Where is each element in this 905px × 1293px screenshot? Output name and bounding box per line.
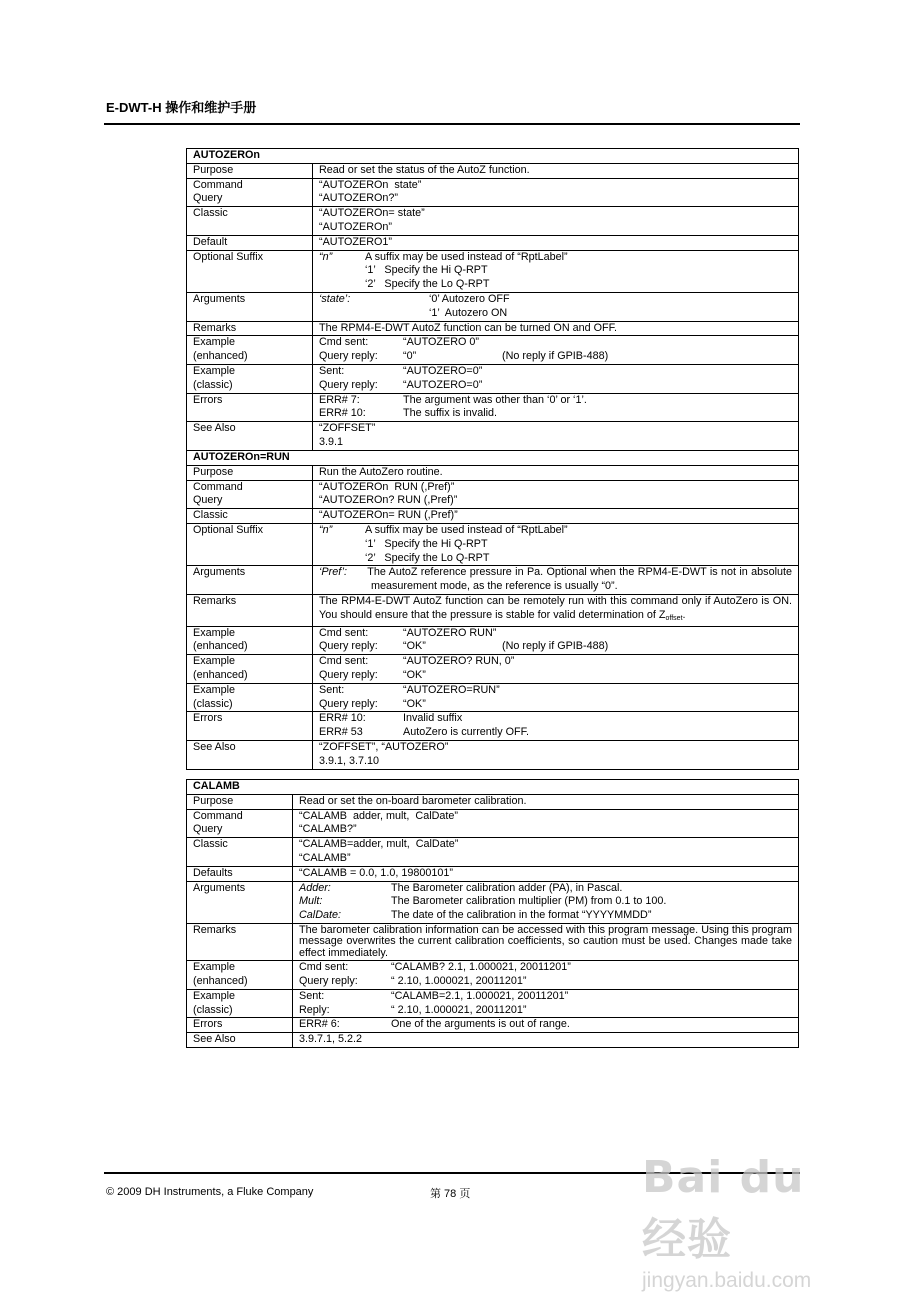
table-row (187, 250, 799, 292)
argument-desc: The date of the calibration in the format “YYYYMMDD” (391, 909, 652, 922)
row-value: “CALAMB = 0.0, 1.0, 19800101” (293, 866, 799, 881)
example-note: (No reply if GPIB-488) (502, 350, 609, 363)
table-row (187, 364, 799, 393)
row-value: “AUTOZERO1” (313, 235, 799, 250)
table-row (187, 881, 799, 923)
classic-syntax: “AUTOZEROn= state” (319, 207, 425, 220)
error-code: ERR# 10: (319, 407, 366, 420)
row-label: Remarks (187, 594, 313, 626)
example-key: Query reply: (319, 350, 378, 363)
table-row (187, 740, 799, 769)
error-code: ERR# 7: (319, 393, 360, 406)
table-row (187, 336, 799, 365)
query-syntax: “AUTOZEROn? RUN (,Pref)” (319, 494, 458, 507)
example-value: “OK” (403, 640, 426, 653)
error-code: ERR# 6: (299, 1018, 340, 1031)
argument-key: Mult: (299, 895, 323, 908)
suffix-option: ‘2’ Specify the Lo Q-RPT (365, 551, 490, 564)
row-label: Example (enhanced) (187, 336, 313, 365)
query-syntax: “CALAMB?” (299, 823, 357, 836)
example-value: “AUTOZERO RUN” (403, 626, 497, 639)
row-value: The barometer calibration information can be accessed with this program message. Using this program message overwrites the current calibration coefficients, so caution must be used. Changes made take effect immediately. (293, 923, 799, 960)
remarks-text: The RPM4-E-DWT AutoZ function can be remotely run with this command only if AutoZero is ON. You should ensure that the pressure is stable for valid determination of Z (319, 594, 792, 621)
row-label: Example (classic) (187, 989, 293, 1018)
row-label: Arguments (187, 292, 313, 321)
error-code: ERR# 10: (319, 712, 366, 725)
row-label: Errors (187, 393, 313, 422)
row-label: See Also (187, 1033, 293, 1048)
row-label: Arguments (187, 881, 293, 923)
table-row (187, 626, 799, 655)
table-row (187, 838, 799, 867)
row-label: Example (enhanced) (187, 961, 293, 990)
calamb-table (186, 779, 799, 1048)
watermark-logo: Bai du 经验 (642, 1152, 805, 1265)
footer-copyright: © 2009 DH Instruments, a Fluke Company (106, 1186, 314, 1198)
autozero-table (186, 148, 799, 451)
row-label: See Also (187, 740, 313, 769)
table-row (187, 655, 799, 684)
table-row (187, 321, 799, 336)
table-row (187, 594, 799, 626)
row-label: Remarks (187, 923, 293, 960)
row-label: Example (enhanced) (187, 655, 313, 684)
table-title: CALAMB (187, 780, 799, 795)
example-value: “AUTOZERO=0” (403, 378, 483, 391)
classic-syntax: “CALAMB=adder, mult, CalDate” (299, 838, 459, 851)
watermark-url: jingyan.baidu.com (642, 1269, 812, 1292)
table-row (187, 809, 799, 838)
row-label: Errors (187, 1018, 293, 1033)
autozero-run-table (186, 450, 799, 770)
argument-key: Adder: (299, 881, 331, 894)
error-code: ERR# 53 (319, 726, 363, 739)
row-label: Remarks (187, 321, 313, 336)
table-title: AUTOZEROn (187, 149, 799, 164)
see-also-ref: “ZOFFSET”, “AUTOZERO” (319, 740, 449, 753)
row-value: Read or set the on-board barometer calibration. (293, 794, 799, 809)
example-value: “ 2.10, 1.000021, 20011201” (391, 974, 527, 987)
row-value: The RPM4-E-DWT AutoZ function can be turned ON and OFF. (313, 321, 799, 336)
error-desc: One of the arguments is out of range. (391, 1018, 570, 1031)
row-label: See Also (187, 422, 313, 451)
table-row (187, 683, 799, 712)
table-row (187, 712, 799, 741)
row-label: Errors (187, 712, 313, 741)
row-label: Command Query (187, 809, 293, 838)
example-value: “OK” (403, 697, 426, 710)
baidu-watermark (642, 1152, 852, 1292)
see-also-section: 3.9.7.1, 5.2.2 (293, 1033, 799, 1048)
table-row (187, 393, 799, 422)
table-row (187, 566, 799, 595)
example-key: Cmd sent: (299, 961, 349, 974)
argument-key: ‘Pref’: (319, 566, 347, 579)
row-label: Optional Suffix (187, 523, 313, 565)
row-label: Command Query (187, 480, 313, 509)
row-label: Example (classic) (187, 683, 313, 712)
example-key: Query reply: (319, 697, 378, 710)
row-label: Classic (187, 509, 313, 524)
table-row (187, 523, 799, 565)
error-desc: The suffix is invalid. (403, 407, 498, 420)
suffix-desc: A suffix may be used instead of “RptLabel” (365, 523, 568, 536)
table-row (187, 923, 799, 960)
row-label: Arguments (187, 566, 313, 595)
argument-desc: The Barometer calibration adder (PA), in Pascal. (391, 881, 623, 894)
table-row (187, 163, 799, 178)
argument-key: ‘state’: (319, 292, 351, 305)
argument-desc: The Barometer calibration multiplier (PM) from 0.1 to 100. (391, 895, 667, 908)
error-desc: AutoZero is currently OFF. (403, 726, 529, 739)
suffix-option: ‘1’ Specify the Hi Q-RPT (365, 537, 488, 550)
remarks-end: . (682, 608, 686, 621)
command-syntax: “AUTOZEROn state” (319, 178, 422, 191)
example-value: “AUTOZERO? RUN, 0” (403, 655, 515, 668)
example-key: Cmd sent: (319, 626, 369, 639)
example-key: Sent: (319, 683, 345, 696)
header-rule (104, 123, 800, 125)
error-desc: Invalid suffix (403, 712, 463, 725)
suffix-key: “n” (319, 523, 333, 536)
see-also-section: 3.9.1 (319, 435, 344, 448)
table-row (187, 235, 799, 250)
table-row (187, 480, 799, 509)
row-label: Purpose (187, 794, 293, 809)
table-row (187, 178, 799, 207)
classic-query: “AUTOZEROn” (319, 220, 392, 233)
table-row (187, 1033, 799, 1048)
row-label: Defaults (187, 866, 293, 881)
row-value: Read or set the status of the AutoZ function. (313, 163, 799, 178)
row-label: Default (187, 235, 313, 250)
example-value: “ 2.10, 1.000021, 20011201” (391, 1003, 527, 1016)
argument-option: ‘0’ Autozero OFF (429, 292, 510, 305)
table-row (187, 207, 799, 236)
example-value: “AUTOZERO=RUN” (403, 683, 500, 696)
row-value: Run the AutoZero routine. (313, 465, 799, 480)
header-title: E-DWT-H 操作和维护手册 (106, 100, 257, 115)
classic-query: “CALAMB” (299, 851, 351, 864)
example-value: “0” (403, 350, 417, 363)
table-title: AUTOZEROn=RUN (187, 451, 799, 466)
row-label: Purpose (187, 465, 313, 480)
example-key: Query reply: (319, 378, 378, 391)
page-number: 第 78 页 (430, 1188, 471, 1200)
example-value: “OK” (403, 668, 426, 681)
example-value: “AUTOZERO 0” (403, 336, 479, 349)
argument-desc: The AutoZ reference pressure in Pa. Optional when the RPM4-E-DWT is not in absolute measurement mode, as the reference is usually “0”. (367, 566, 792, 593)
see-also-section: 3.9.1, 3.7.10 (319, 754, 380, 767)
see-also-ref: “ZOFFSET” (319, 422, 376, 435)
suffix-option: ‘2’ Specify the Lo Q-RPT (365, 278, 490, 291)
table-row (187, 989, 799, 1018)
table-row (187, 794, 799, 809)
table-row (187, 1018, 799, 1033)
row-label: Optional Suffix (187, 250, 313, 292)
remarks-subscript: offset (665, 614, 683, 622)
suffix-option: ‘1’ Specify the Hi Q-RPT (365, 264, 488, 277)
row-label: Classic (187, 838, 293, 867)
row-label: Command Query (187, 178, 313, 207)
row-label: Purpose (187, 163, 313, 178)
table-row (187, 465, 799, 480)
table-row (187, 422, 799, 451)
suffix-desc: A suffix may be used instead of “RptLabel” (365, 250, 568, 263)
example-key: Sent: (319, 364, 345, 377)
example-key: Cmd sent: (319, 655, 369, 668)
example-key: Reply: (299, 1003, 330, 1016)
example-key: Sent: (299, 989, 325, 1002)
table-row (187, 292, 799, 321)
table-row (187, 866, 799, 881)
example-key: Cmd sent: (319, 336, 369, 349)
table-row (187, 961, 799, 990)
example-key: Query reply: (319, 640, 378, 653)
row-label: Classic (187, 207, 313, 236)
command-syntax: “CALAMB adder, mult, CalDate” (299, 809, 459, 822)
row-label: Example (classic) (187, 364, 313, 393)
example-note: (No reply if GPIB-488) (502, 640, 609, 653)
example-key: Query reply: (299, 974, 358, 987)
query-syntax: “AUTOZEROn?” (319, 192, 398, 205)
argument-option: ‘1’ Autozero ON (429, 306, 508, 319)
example-value: “CALAMB=2.1, 1.000021, 20011201” (391, 989, 569, 1002)
example-key: Query reply: (319, 668, 378, 681)
row-label: Example (enhanced) (187, 626, 313, 655)
argument-key: CalDate: (299, 909, 342, 922)
table-row (187, 509, 799, 524)
error-desc: The argument was other than ‘0’ or ‘1’. (403, 393, 587, 406)
example-value: “CALAMB? 2.1, 1.000021, 20011201” (391, 961, 571, 974)
classic-syntax: “AUTOZEROn= RUN (,Pref)” (313, 509, 799, 524)
example-value: “AUTOZERO=0” (403, 364, 483, 377)
command-syntax: “AUTOZEROn RUN (,Pref)” (319, 480, 455, 493)
suffix-key: “n” (319, 250, 333, 263)
